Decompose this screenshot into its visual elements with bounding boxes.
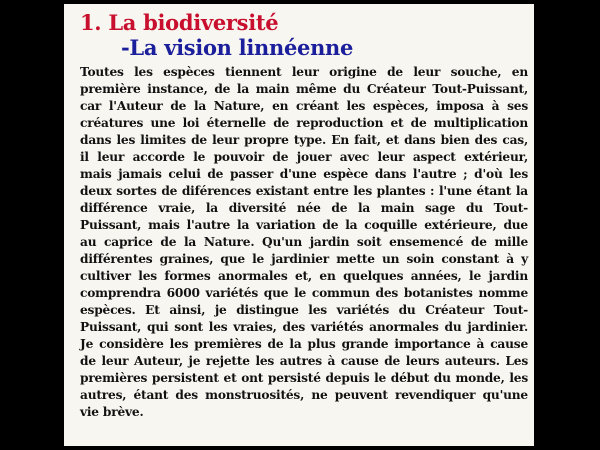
paragraph-line: espèces. Et ainsi, je distingue les variétés du Créateur Tout-: [80, 303, 528, 317]
paragraph-line: deux sortes de diférences existant entre les plantes : l'une étant la: [80, 184, 528, 198]
paragraph-line: au caprice de la Nature. Qu'un jardin soit ensemencé de mille: [80, 235, 528, 249]
paragraph-line: de leur Auteur, je rejette les autres à cause de leurs auteurs. Les: [80, 354, 528, 368]
section-heading: 1. La biodiversité: [80, 10, 279, 35]
body-paragraph: [80, 64, 528, 421]
paragraph-line: vie brève.: [80, 405, 144, 419]
paragraph-line: il leur accorde le pouvoir de jouer avec leur aspect extérieur,: [80, 150, 528, 164]
paragraph-line: Toutes les espèces tiennent leur origine de leur souche, en: [80, 65, 528, 79]
paragraph-line: différentes graines, que le jardinier mette un soin constant à y: [80, 252, 528, 266]
paragraph-line: mais jamais celui de passer d'une espèce dans l'autre ; d'où les: [80, 167, 528, 181]
paragraph-line: créatures une loi éternelle de reproduction et de multiplication: [80, 116, 528, 130]
paragraph-line: première instance, de la main même du Créateur Tout-Puissant,: [80, 82, 528, 96]
paragraph-line: dans les limites de leur propre type. En fait, et dans bien des cas,: [80, 133, 528, 147]
document-page: [64, 4, 534, 446]
paragraph-line: comprendra 6000 variétés que le commun des botanistes nomme: [80, 286, 528, 300]
paragraph-line: car l'Auteur de la Nature, en créant les espèces, imposa à ses: [80, 99, 528, 113]
section-subheading: -La vision linnéenne: [121, 35, 354, 60]
paragraph-line: Je considère les premières de la plus grande importance à cause: [80, 337, 528, 351]
paragraph-line: cultiver les formes anormales et, en quelques années, le jardin: [80, 269, 528, 283]
paragraph-line: autres, étant des monstruosités, ne peuvent revendiquer qu'une: [80, 388, 528, 402]
paragraph-line: différence vraie, la diversité née de la main sage du Tout-: [80, 201, 528, 215]
paragraph-line: Puissant, qui sont les vraies, des variétés anormales du jardinier.: [80, 320, 528, 334]
paragraph-line: premières persistent et ont persisté depuis le début du monde, les: [80, 371, 528, 385]
paragraph-line: Puissant, mais l'autre la variation de la coquille extérieure, due: [80, 218, 528, 232]
